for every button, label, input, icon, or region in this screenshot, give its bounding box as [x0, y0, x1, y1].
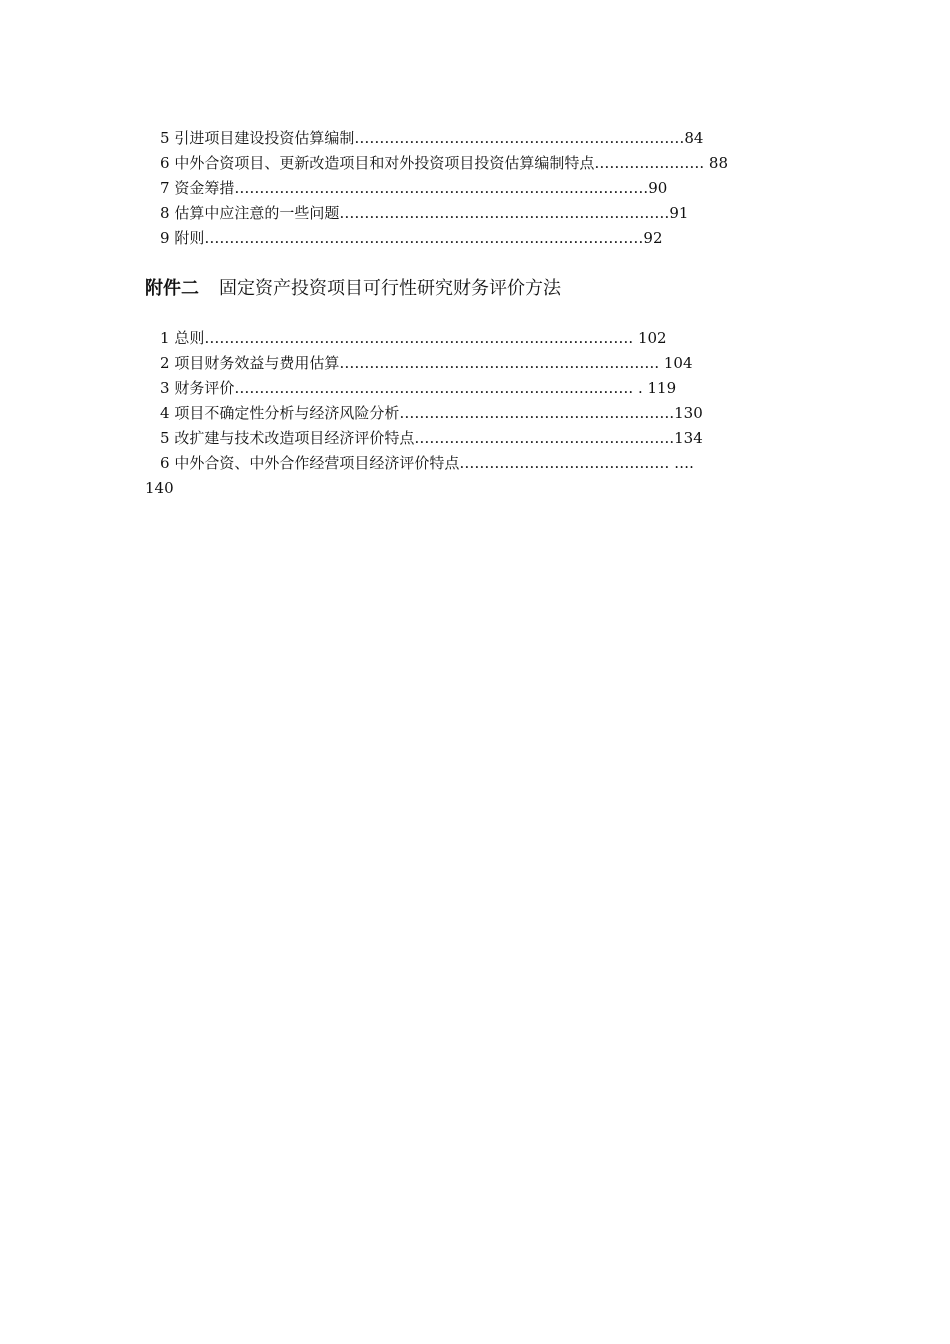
toc-entry[interactable]: [160, 178, 667, 198]
toc-entry-page: 90: [648, 179, 668, 197]
toc-entry-leader: ……………………………………: [459, 454, 670, 472]
toc-entry-title: 引进项目建设投资估算编制: [174, 129, 355, 147]
toc-entry[interactable]: [160, 153, 728, 173]
toc-entry-page: 104: [663, 354, 693, 372]
toc-entry-page: 119: [647, 379, 677, 397]
toc-entry-leader: ….: [669, 454, 694, 472]
toc-entry-leader: ……….: [624, 429, 675, 447]
toc-entry-page: 130: [674, 404, 703, 422]
toc-entry-title: 总则: [174, 329, 205, 347]
toc-entry-leader: .: [699, 154, 705, 172]
toc-entry-leader: ……………………..…..………….: [414, 329, 638, 347]
toc-entry-number: 2: [160, 354, 170, 372]
toc-entry-leader: ……………………………………: [204, 329, 415, 347]
toc-entry[interactable]: [160, 328, 667, 348]
toc-entry-leader: ……………………..…..……………: [414, 229, 644, 247]
toc-entry-number: 5: [160, 129, 170, 147]
toc-entry-page: 92: [643, 229, 663, 247]
toc-entry-leader: ……………………..…..……. .: [444, 379, 648, 397]
toc-entry-page-wrapped: 140: [145, 479, 174, 497]
toc-entry-title: 改扩建与技术改造项目经济评价特点: [174, 429, 415, 447]
toc-entry[interactable]: [160, 203, 688, 223]
toc-entry-number: 8: [160, 204, 170, 222]
toc-entry-leader: ……………………………………: [339, 204, 550, 222]
toc-entry-title: 附则: [174, 229, 205, 247]
toc-entry-page: 88: [708, 154, 728, 172]
toc-entry-number: 3: [160, 379, 170, 397]
toc-entry-title: 中外合资项目、更新改造项目和对外投资项目投资估算编制特点: [174, 154, 595, 172]
toc-entry-title: 财务评价: [174, 379, 235, 397]
toc-entry-leader: ……………………………………: [339, 354, 550, 372]
toc-entry-page: 84: [684, 129, 704, 147]
toc-entry-number: 9: [160, 229, 170, 247]
toc-entry-page: 91: [669, 204, 689, 222]
toc-entry-leader: ……………………: [549, 204, 670, 222]
toc-entry-title: 中外合资、中外合作经营项目经济评价特点: [174, 454, 460, 472]
toc-entry[interactable]: [160, 228, 663, 248]
toc-entry[interactable]: [160, 128, 703, 148]
toc-entry-leader: ……………………………………: [234, 379, 445, 397]
toc-entry-leader: ……………………………………: [234, 179, 445, 197]
toc-entry-leader: …………………: [594, 154, 700, 172]
toc-entry-title: 项目不确定性分析与经济风险分析: [174, 404, 400, 422]
toc-entry[interactable]: [160, 353, 693, 373]
toc-entry-title: 资金筹措: [174, 179, 235, 197]
toc-entry-leader: ……………………: [564, 129, 685, 147]
toc-entry[interactable]: [160, 453, 694, 473]
toc-entry-number: 1: [160, 329, 170, 347]
toc-entry[interactable]: [160, 378, 676, 398]
toc-entry-leader: ……………………………………: [414, 429, 625, 447]
appendix-heading: [145, 277, 561, 301]
toc-entry-leader: ……………………………………: [399, 404, 610, 422]
toc-entry-leader: ………………….: [549, 354, 664, 372]
toc-entry-page: 102: [637, 329, 667, 347]
toc-entry[interactable]: [160, 428, 703, 448]
toc-entry[interactable]: [160, 403, 703, 423]
toc-entry-title: 项目财务效益与费用估算: [174, 354, 340, 372]
toc-entry-leader: ……………………………………: [354, 129, 565, 147]
toc-entry-leader: ……………………………………: [204, 229, 415, 247]
toc-entry-number: 5: [160, 429, 170, 447]
toc-entry-leader: ………….: [609, 404, 675, 422]
toc-entry-number: 7: [160, 179, 170, 197]
toc-entry-number: 4: [160, 404, 170, 422]
toc-entry-leader: ……………………..…..……….: [444, 179, 649, 197]
toc-entry-page: 134: [674, 429, 703, 447]
toc-entry-title: 估算中应注意的一些问题: [174, 204, 340, 222]
appendix-label: 附件二: [145, 278, 199, 299]
toc-entry-number: 6: [160, 454, 170, 472]
toc-entry-number: 6: [160, 154, 170, 172]
appendix-title: 固定资产投资项目可行性研究财务评价方法: [219, 278, 561, 299]
